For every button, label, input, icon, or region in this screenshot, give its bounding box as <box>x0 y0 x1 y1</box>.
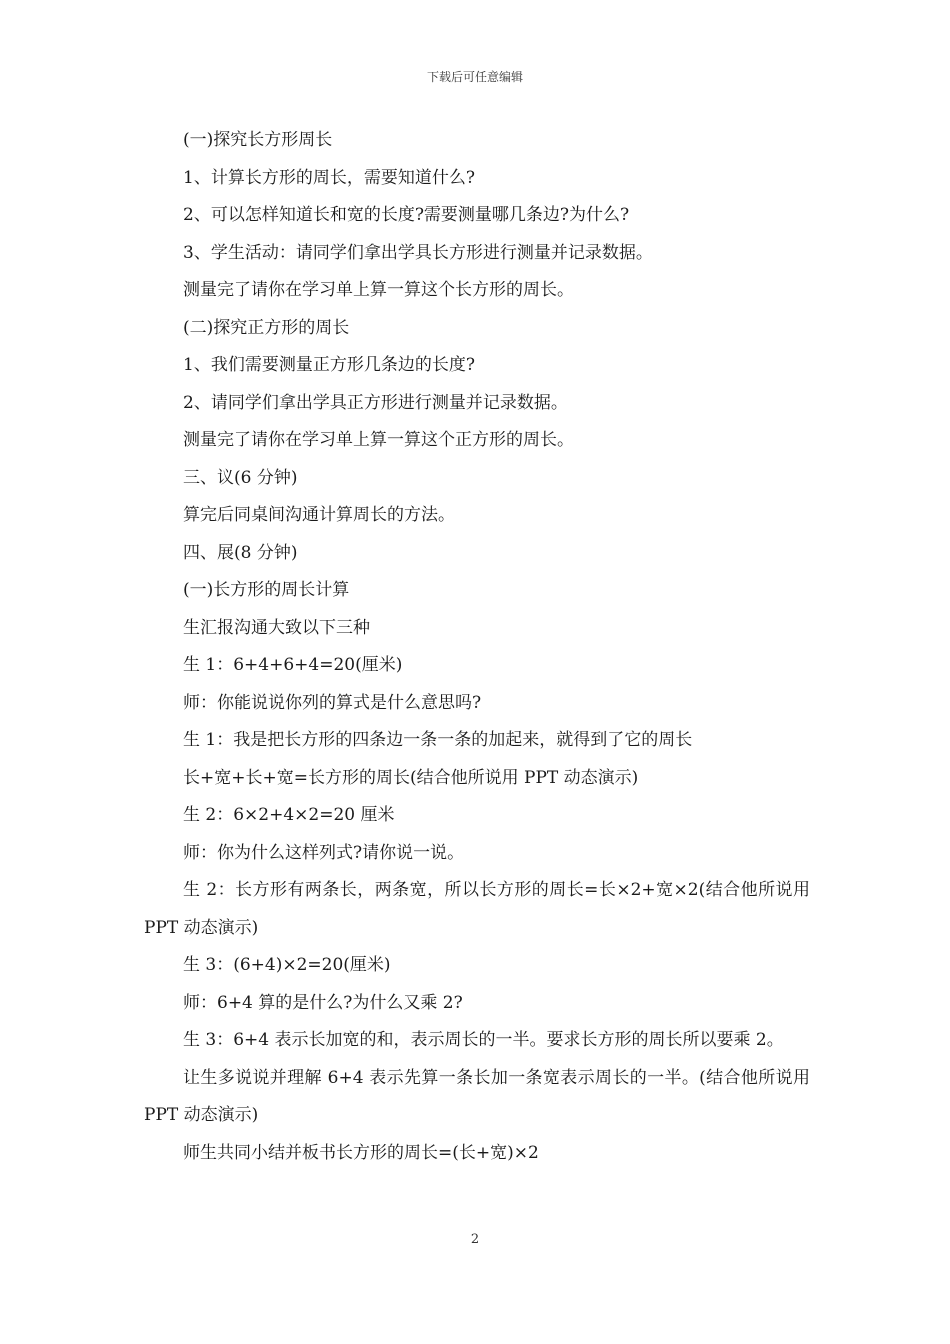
paragraph: 2、请同学们拿出学具正方形进行测量并记录数据。 <box>183 392 568 413</box>
paragraph: 师：6+4 算的是什么?为什么又乘 2? <box>183 992 463 1013</box>
paragraph: 算完后同桌间沟通计算周长的方法。 <box>183 505 455 525</box>
paragraph: 生 3：(6+4)×2=20(厘米) <box>183 955 391 975</box>
paragraph: 师：你能说说你列的算式是什么意思吗? <box>183 692 482 713</box>
paragraph: 让生多说说并理解 6+4 表示先算一条长加一条宽表示周长的一半。(结合他所说用 PPT 动态演示) <box>144 1067 810 1125</box>
page-header-note: 下载后可任意编辑 <box>426 70 523 84</box>
paragraph: 1、我们需要测量正方形几条边的长度? <box>183 355 475 375</box>
paragraph: 生汇报沟通大致以下三种 <box>183 617 370 638</box>
paragraph: 师：你为什么这样列式?请你说一说。 <box>183 842 465 863</box>
paragraph: 生 2：6×2+4×2=20 厘米 <box>183 805 395 825</box>
paragraph: 生 3：6+4 表示长加宽的和，表示周长的一半。要求长方形的周长所以要乘 2。 <box>183 1030 784 1050</box>
paragraph: 生 1：我是把长方形的四条边一条一条的加起来，就得到了它的周长 <box>183 730 693 750</box>
document-body <box>144 122 810 1172</box>
paragraph: 生 2：长方形有两条长，两条宽，所以长方形的周长=长×2+宽×2(结合他所说用 PPT 动态演示) <box>144 880 810 938</box>
section-heading: 三、议(6 分钟) <box>183 467 298 488</box>
paragraph: (一)长方形的周长计算 <box>183 580 350 600</box>
paragraph: 测量完了请你在学习单上算一算这个长方形的周长。 <box>183 280 574 300</box>
paragraph: 1、计算长方形的周长，需要知道什么? <box>183 167 475 188</box>
paragraph: 长+宽+长+宽=长方形的周长(结合他所说用 PPT 动态演示) <box>183 767 639 788</box>
paragraph: (二)探究正方形的周长 <box>183 317 350 338</box>
page-number: 2 <box>470 1232 480 1247</box>
paragraph: 生 1：6+4+6+4=20(厘米) <box>183 655 403 675</box>
section-heading: 四、展(8 分钟) <box>183 542 298 563</box>
paragraph: 师生共同小结并板书长方形的周长=(长+宽)×2 <box>183 1142 539 1163</box>
paragraph: 测量完了请你在学习单上算一算这个正方形的周长。 <box>183 430 574 450</box>
paragraph: (一)探究长方形周长 <box>183 130 333 150</box>
paragraph: 3、学生活动：请同学们拿出学具长方形进行测量并记录数据。 <box>183 242 653 263</box>
paragraph: 2、可以怎样知道长和宽的长度?需要测量哪几条边?为什么? <box>183 205 630 225</box>
